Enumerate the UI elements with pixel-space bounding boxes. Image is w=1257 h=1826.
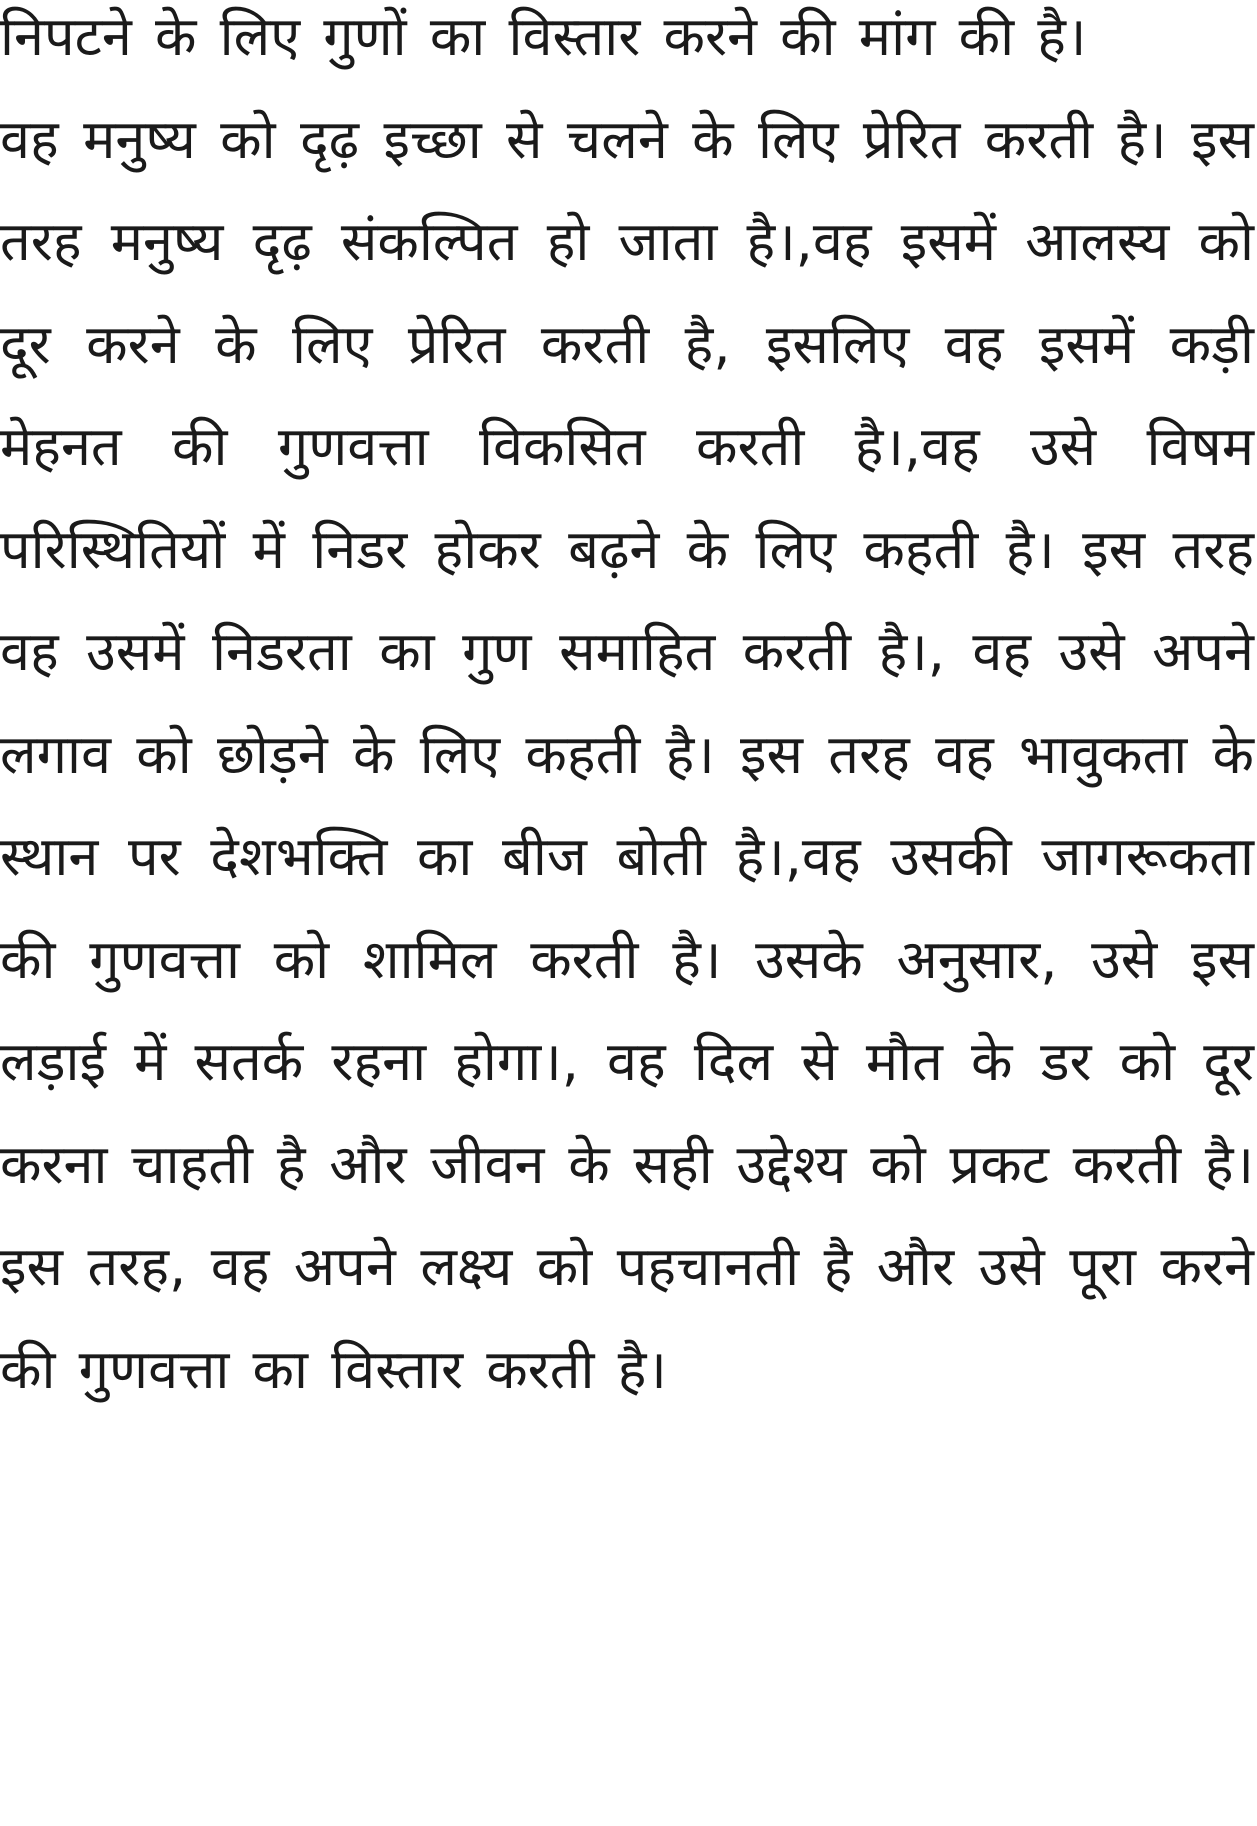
paragraph-1: निपटने के लिए गुणों का विस्तार करने की मांग की है। [0,5,1087,68]
paragraph-2: वह मनुष्य को दृढ़ इच्छा से चलने के लिए प्रेरित करती है। इस तरह मनुष्य दृढ़ संकल्पित हो जाता है।,वह इसमें आलस्य को दूर करने के लिए प्रेरित करती है, इसलिए वह इसमें कड़ी मेहनत की गुणवत्ता विकसित करती है।,वह उसे विषम परिस्थितियों में निडर होकर बढ़ने के लिए कहती है। इस तरह वह उसमें निडरता का गुण समाहित करती है।, वह उसे अपने लगाव को छोड़ने के लिए कहती है। इस तरह वह भावुकता के स्थान पर देशभक्ति का बीज बोती है।,वह उसकी जागरूकता की गुणवत्ता को शामिल करती है। उसके अनुसार, उसे इस लड़ाई में सतर्क रहना होगा।, वह दिल से मौत के डर को दूर करना चाहती है और जीवन के सही उद्देश्य को प्रकट करती है। इस तरह, वह अपने लक्ष्य को पहचानती है और उसे पूरा करने की गुणवत्ता का विस्तार करती है। [0,107,1254,1401]
